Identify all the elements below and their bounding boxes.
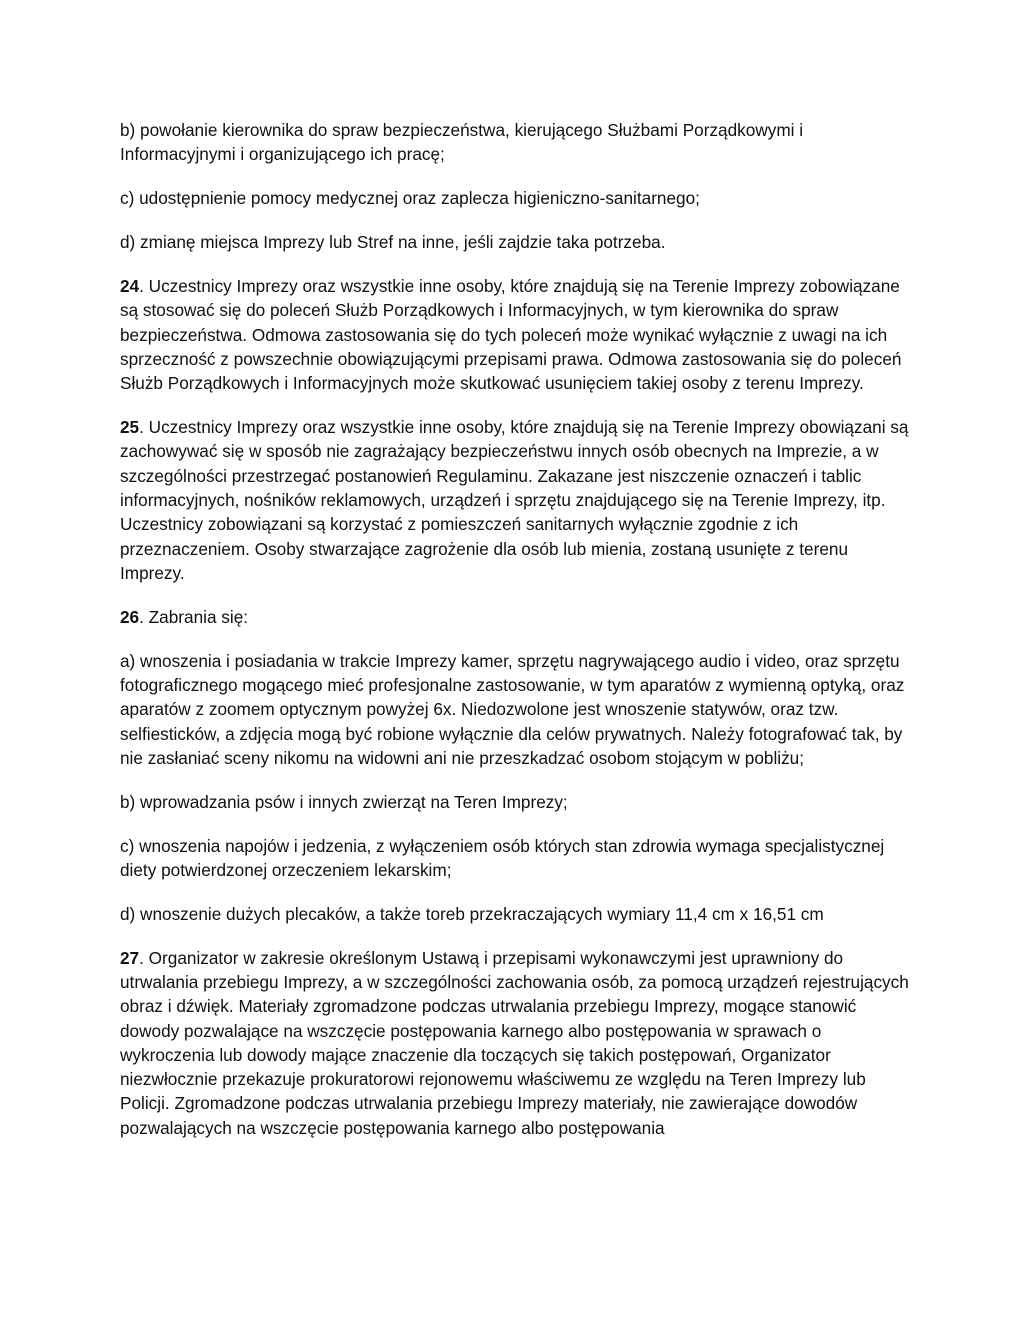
paragraph-26	[120, 605, 910, 629]
paragraph-text: . Uczestnicy Imprezy oraz wszystkie inne osoby, które znajdują się na Terenie Imprezy zobowiązane są stosować się do poleceń Służb Porządkowych i Informacyjnych, w tym kierownika do spraw bezpieczeństwa. Odmowa zastosowania się do tych poleceń może wynikać wyłącznie z uwagi na ich sprzeczność z powszechnie obowiązującymi przepisami prawa. Odmowa zastosowania się do poleceń Służb Porządkowych i Informacyjnych może skutkować usunięciem takiej osoby z terenu Imprezy.	[120, 275, 902, 394]
paragraph-text: b) wprowadzania psów i innych zwierząt na Teren Imprezy;	[120, 791, 568, 812]
paragraph-number: 25	[120, 417, 140, 438]
paragraph-text: . Organizator w zakresie określonym Ustawą i przepisami wykonawczymi jest uprawniony do utrwalania przebiegu Imprezy, a w szczególności zachowania osób, za pomocą urządzeń rejestrujących obraz i dźwięk. Materiały zgromadzone podczas utrwalania przebiegu Imprezy, mogące stanowić dowody pozwalające na wszczęcie postępowania karnego albo postępowania w sprawach o wykroczenia lub dowody mające znaczenie dla toczących się takich postępowań, Organizator niezwłocznie przekazuje prokuratorowi rejonowemu właściwemu ze względu na Teren Imprezy lub Policji. Zgromadzone podczas utrwalania przebiegu Imprezy materiały, nie zawierające dowodów pozwalających na wszczęcie postępowania karnego albo postępowania	[120, 947, 909, 1138]
paragraph-text: c) udostępnienie pomocy medycznej oraz zaplecza higieniczno-sanitarnego;	[120, 188, 700, 209]
paragraph-24	[120, 274, 910, 395]
paragraph-d-plecaki	[120, 902, 910, 926]
paragraph-text: . Zabrania się:	[139, 606, 249, 627]
paragraph-text: . Uczestnicy Imprezy oraz wszystkie inne osoby, które znajdują się na Terenie Imprezy obowiązani są zachowywać się w sposób nie zagrażający bezpieczeństwu innych osób obecnych na Imprezie, a w szczególności przestrzegać postanowień Regulaminu. Zakazane jest niszczenie oznaczeń i tablic informacyjnych, nośników reklamowych, urządzeń i sprzętu znajdującego się na Terenie Imprezy, itp. Uczestnicy zobowiązani są korzystać z pomieszczeń sanitarnych wyłącznie zgodnie z ich przeznaczeniem. Osoby stwarzające zagrożenie dla osób lub mienia, zostaną usunięte z terenu Imprezy.	[120, 417, 909, 583]
paragraph-c-pomoc-medyczna	[120, 186, 910, 210]
paragraph-b-kierownik	[120, 118, 910, 167]
paragraph-b-zwierzeta	[120, 790, 910, 814]
paragraph-text: d) zmianę miejsca Imprezy lub Stref na inne, jeśli zajdzie taka potrzeba.	[120, 232, 666, 253]
paragraph-a-kamery	[120, 649, 910, 770]
paragraph-number: 27	[120, 947, 140, 968]
paragraph-27	[120, 946, 910, 1140]
paragraph-text: c) wnoszenia napojów i jedzenia, z wyłączeniem osób których stan zdrowia wymaga specjalistycznej diety potwierdzonej orzeczeniem lekarskim;	[120, 835, 885, 880]
paragraph-number: 24	[120, 275, 140, 296]
paragraph-text: b) powołanie kierownika do spraw bezpieczeństwa, kierującego Służbami Porządkowymi i Informacyjnymi i organizującego ich pracę;	[120, 120, 804, 165]
paragraph-c-napoje	[120, 834, 910, 883]
document-page	[120, 118, 910, 1160]
paragraph-text: a) wnoszenia i posiadania w trakcie Imprezy kamer, sprzętu nagrywającego audio i video, oraz sprzętu fotograficznego mogącego mieć profesjonalne zastosowanie, w tym aparatów z wymienną optyką, oraz aparatów z zoomem optycznym powyżej 6x. Niedozwolone jest wnoszenie statywów, oraz tzw. selfiesticków, a zdjęcia mogą być robione wyłącznie dla celów prywatnych. Należy fotografować tak, by nie zasłaniać sceny nikomu na widowni ani nie przeszkadzać osobom stojącym w pobliżu;	[120, 650, 905, 768]
paragraph-text: d) wnoszenie dużych plecaków, a także toreb przekraczających wymiary 11,4 cm x 16,51 cm	[120, 903, 824, 924]
paragraph-25	[120, 415, 910, 585]
paragraph-d-zmiana-miejsca	[120, 230, 910, 254]
paragraph-number: 26	[120, 606, 140, 627]
